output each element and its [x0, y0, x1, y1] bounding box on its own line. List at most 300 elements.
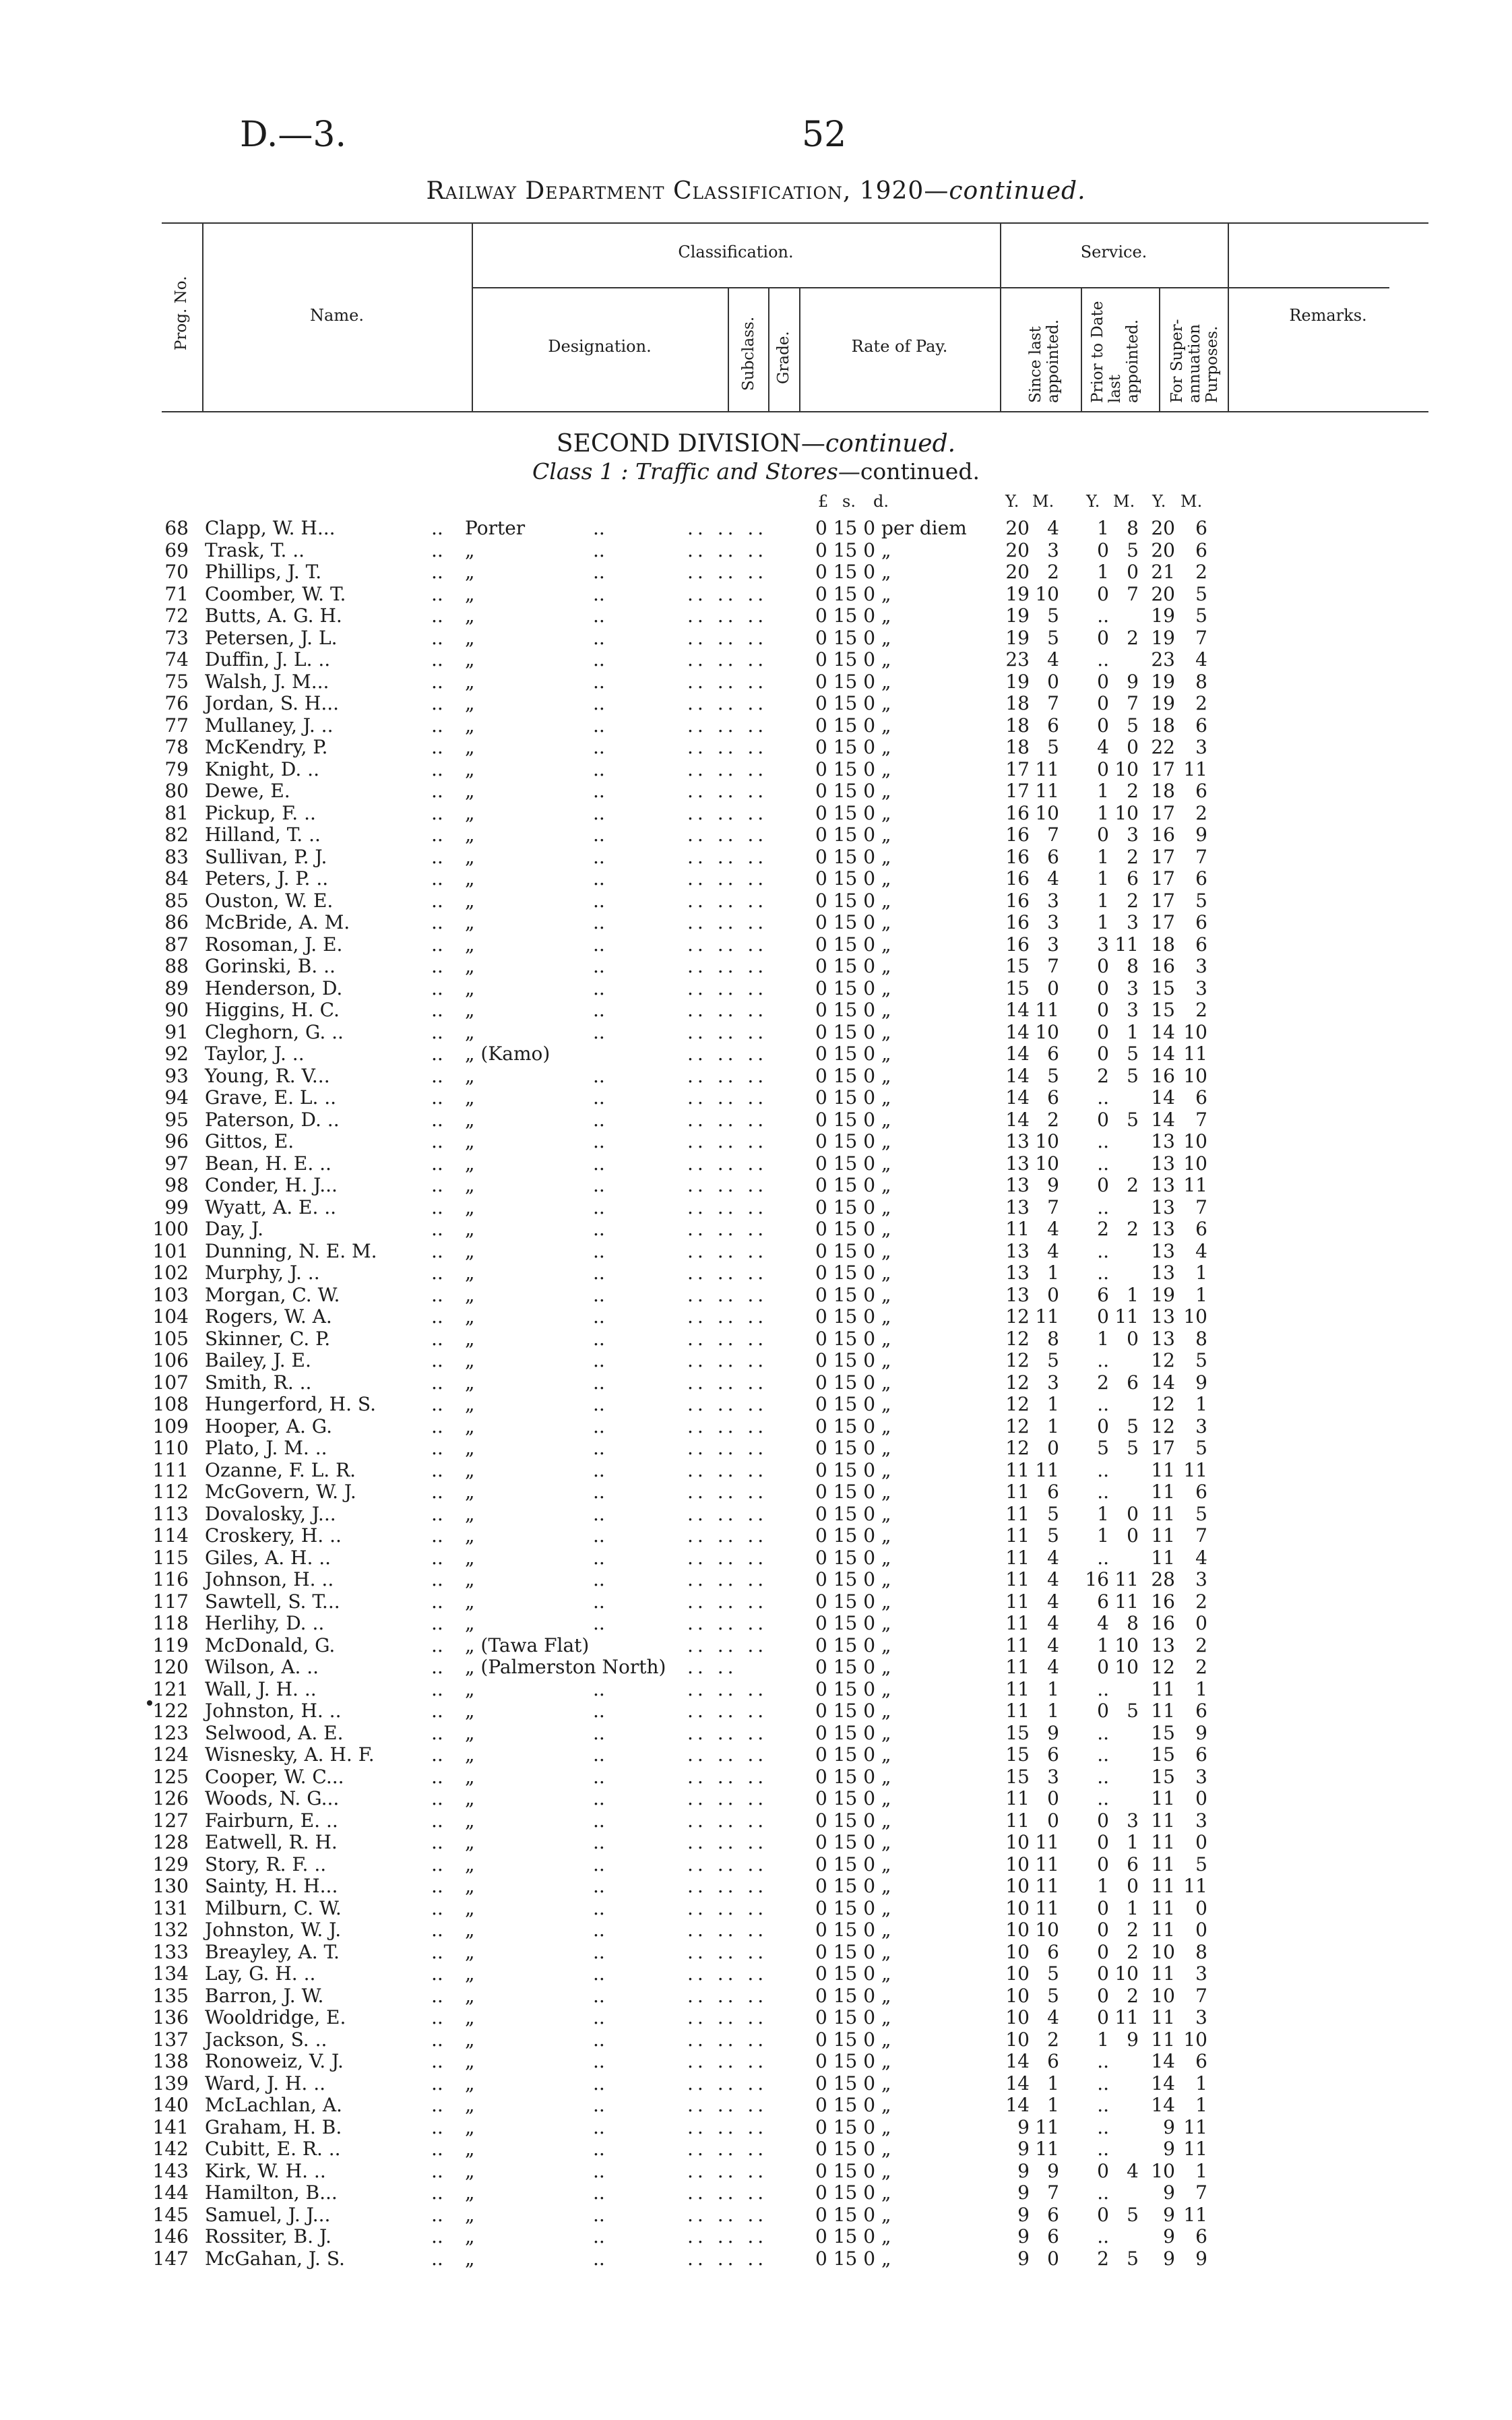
prior-months: 6	[1127, 1371, 1139, 1394]
super-months: 11	[1183, 1174, 1207, 1196]
leader-dots: .. .. ..	[687, 1086, 768, 1109]
employee-name: Johnston, H. ..	[205, 1700, 342, 1722]
leader-dots: ..	[431, 604, 443, 627]
leader-dots: ..	[431, 1677, 443, 1700]
leader-dots: .. .. ..	[687, 1590, 768, 1613]
leader-dots: ..	[593, 1174, 605, 1196]
employee-name: Ronoweiz, V. J.	[205, 2050, 344, 2072]
super-months: 0	[1195, 1831, 1207, 1853]
super-years: 17	[1151, 911, 1175, 933]
designation: „	[465, 561, 475, 583]
leader-dots: .. .. ..	[687, 1152, 768, 1175]
rate-of-pay: 0 15 0 „	[815, 561, 891, 583]
super-years: 11	[1151, 1524, 1175, 1547]
since-years: 9	[1017, 2203, 1030, 2226]
leader-dots: ..	[593, 2094, 605, 2116]
super-months: 0	[1195, 1787, 1207, 1809]
leader-dots: .. .. ..	[687, 1458, 768, 1481]
super-months: 7	[1195, 1108, 1207, 1131]
since-years: 10	[1005, 1853, 1030, 1875]
leader-dots: ..	[431, 2181, 443, 2204]
employee-name: Petersen, J. L.	[205, 626, 338, 649]
rate-of-pay: 0 15 0 „	[815, 1787, 891, 1809]
since-months: 0	[1047, 2247, 1059, 2270]
designation: „	[465, 1349, 475, 1371]
rate-of-pay: 0 15 0 „	[815, 692, 891, 714]
prog-number: 135	[152, 1984, 189, 2007]
table-row	[0, 1613, 1512, 1635]
prior-years: 0	[1097, 976, 1109, 999]
header-name: Name.	[310, 306, 364, 325]
leader-dots: ..	[431, 955, 443, 977]
leader-dots: ..	[593, 626, 605, 649]
since-months: 6	[1047, 714, 1059, 737]
prior-months: 6	[1127, 1853, 1139, 1875]
since-months: 5	[1047, 1962, 1059, 1985]
super-months: 10	[1183, 1064, 1207, 1087]
designation: „	[465, 648, 475, 671]
prog-number: 77	[164, 714, 189, 737]
super-months: 1	[1195, 1283, 1207, 1306]
prior-months: 1	[1127, 1020, 1139, 1043]
prior-months: 5	[1127, 2247, 1139, 2270]
rate-of-pay: 0 15 0 „	[815, 1524, 891, 1547]
leader-dots: ..	[431, 1437, 443, 1459]
since-months: 11	[1035, 1831, 1059, 1853]
table-row	[0, 1898, 1512, 1920]
since-months: 11	[1035, 999, 1059, 1021]
since-years: 13	[1005, 1130, 1030, 1152]
leader-dots: .. .. ..	[687, 714, 768, 737]
prior-years: 0	[1097, 955, 1109, 977]
super-years: 11	[1151, 1962, 1175, 1985]
table-row	[0, 1591, 1512, 1613]
since-years: 15	[1005, 1765, 1030, 1788]
table-row	[0, 1087, 1512, 1109]
since-years: 11	[1005, 1458, 1030, 1481]
leader-dots: ..	[431, 2225, 443, 2247]
prior-years: 1	[1097, 1327, 1109, 1350]
super-months: 6	[1195, 933, 1207, 956]
leader-dots: ..	[431, 911, 443, 933]
designation: „	[465, 845, 475, 868]
leader-dots: ..	[593, 1305, 605, 1328]
prior-months: 11	[1114, 2006, 1139, 2028]
table-row	[0, 1065, 1512, 1088]
since-months: 4	[1047, 1612, 1059, 1634]
designation: „	[465, 1962, 475, 1985]
employee-name: Taylor, J. ..	[205, 1043, 305, 1065]
rate-of-pay: 0 15 0 „	[815, 714, 891, 737]
leader-dots: .. .. ..	[687, 1108, 768, 1131]
since-years: 19	[1005, 604, 1030, 627]
prior-months: 3	[1127, 911, 1139, 933]
super-years: 14	[1151, 1108, 1175, 1131]
prior-years: 1	[1097, 1634, 1109, 1656]
rate-of-pay: 0 15 0 „	[815, 780, 891, 802]
rate-of-pay: 0 15 0 „	[815, 2006, 891, 2028]
super-months: 3	[1195, 1765, 1207, 1788]
prior-years: 0	[1097, 2006, 1109, 2028]
leader-dots: ..	[593, 2181, 605, 2204]
employee-name: Ozanne, F. L. R.	[205, 1458, 356, 1481]
prior-months: 8	[1127, 955, 1139, 977]
designation: „	[465, 1896, 475, 1919]
designation: „	[465, 2028, 475, 2051]
leader-dots: .. .. ..	[687, 1043, 768, 1065]
prog-number: 137	[152, 2028, 189, 2051]
unit-prior-m: M.	[1113, 492, 1135, 511]
designation: „	[465, 1984, 475, 2007]
super-years: 20	[1151, 582, 1175, 605]
since-months: 1	[1047, 1677, 1059, 1700]
super-months: 11	[1183, 2138, 1207, 2160]
since-years: 13	[1005, 1283, 1030, 1306]
leader-dots: ..	[593, 1064, 605, 1087]
since-years: 23	[1005, 648, 1030, 671]
employee-name: Wooldridge, E.	[205, 2006, 346, 2028]
designation: „	[465, 1590, 475, 1613]
leader-dots: ..	[593, 1590, 605, 1613]
super-years: 17	[1151, 889, 1175, 912]
super-months: 11	[1183, 1875, 1207, 1897]
table-row	[0, 584, 1512, 606]
employee-name: Rossiter, B. J.	[205, 2225, 332, 2247]
leader-dots: ..	[593, 2028, 605, 2051]
prog-number: 92	[164, 1043, 189, 1065]
leader-dots: ..	[431, 1612, 443, 1634]
leader-dots: ..	[593, 824, 605, 846]
leader-dots: ..	[593, 801, 605, 824]
prog-number: 105	[152, 1327, 189, 1350]
designation: „	[465, 1743, 475, 1766]
leader-dots: ..	[431, 2247, 443, 2270]
employee-name: Higgins, H. C.	[205, 999, 340, 1021]
since-years: 20	[1005, 538, 1030, 561]
super-years: 15	[1151, 1721, 1175, 1744]
prog-number: 136	[152, 2006, 189, 2028]
designation: „	[465, 933, 475, 956]
super-years: 16	[1151, 1612, 1175, 1634]
header-grade: Grade.	[775, 331, 792, 384]
designation: „	[465, 1677, 475, 1700]
super-months: 3	[1195, 736, 1207, 758]
since-years: 11	[1005, 1218, 1030, 1240]
employee-name: Murphy, J. ..	[205, 1262, 320, 1284]
prog-number: 133	[152, 1940, 189, 1963]
since-months: 7	[1047, 955, 1059, 977]
leader-dots: ..	[431, 1809, 443, 1832]
super-years: 12	[1151, 1349, 1175, 1371]
super-months: 11	[1183, 757, 1207, 780]
leader-dots: ..	[431, 2072, 443, 2095]
table-row	[0, 649, 1512, 671]
prior-months: 0	[1127, 561, 1139, 583]
super-years: 19	[1151, 1283, 1175, 1306]
leader-dots: ..	[431, 1283, 443, 1306]
prior-months: 11	[1114, 1305, 1139, 1328]
prog-number: 76	[164, 692, 189, 714]
leader-dots: .. .. ..	[687, 1327, 768, 1350]
leader-dots: ..	[431, 670, 443, 693]
super-years: 20	[1151, 517, 1175, 539]
super-years: 19	[1151, 604, 1175, 627]
table-row	[0, 912, 1512, 934]
division-name: SECOND DIVISION—	[556, 430, 825, 458]
leader-dots: ..	[593, 1765, 605, 1788]
prog-number: 87	[164, 933, 189, 956]
prior-months: 11	[1114, 1590, 1139, 1613]
leader-dots: .. .. ..	[687, 1262, 768, 1284]
leader-dots: ..	[593, 1415, 605, 1437]
since-months: 1	[1047, 2072, 1059, 2095]
rate-of-pay: 0 15 0 „	[815, 1174, 891, 1196]
rate-of-pay: 0 15 0 „	[815, 1677, 891, 1700]
prog-number: 101	[152, 1239, 189, 1262]
super-months: 5	[1195, 1437, 1207, 1459]
leader-dots: ..	[593, 1787, 605, 1809]
prior-years: 0	[1097, 1174, 1109, 1196]
prior-years: 0	[1097, 670, 1109, 693]
rate-of-pay: 0 15 0 „	[815, 1108, 891, 1131]
employee-name: Knight, D. ..	[205, 757, 319, 780]
since-months: 2	[1047, 1108, 1059, 1131]
since-months: 7	[1047, 824, 1059, 846]
leader-dots: .. .. ..	[687, 517, 768, 539]
since-years: 11	[1005, 1700, 1030, 1722]
leader-dots: ..	[593, 1721, 605, 1744]
table-row	[0, 1350, 1512, 1372]
prior-years: 0	[1097, 1853, 1109, 1875]
prior-years: 0	[1097, 1919, 1109, 1941]
leader-dots: ..	[593, 1437, 605, 1459]
super-months: 3	[1195, 1415, 1207, 1437]
rate-of-pay: 0 15 0 „	[815, 2203, 891, 2226]
table-row	[0, 2138, 1512, 2161]
leader-dots: ..	[593, 1327, 605, 1350]
since-years: 15	[1005, 976, 1030, 999]
super-months: 3	[1195, 955, 1207, 977]
rate-of-pay: 0 15 0 „	[815, 1896, 891, 1919]
table-row	[0, 1854, 1512, 1876]
super-months: 4	[1195, 1546, 1207, 1569]
prog-number: 140	[152, 2094, 189, 2116]
rate-of-pay: 0 15 0 „	[815, 2181, 891, 2204]
prior-years: ..	[1097, 1787, 1109, 1809]
super-months: 7	[1195, 2181, 1207, 2204]
leader-dots: ..	[431, 1787, 443, 1809]
prior-months: 0	[1127, 736, 1139, 758]
designation: „	[465, 1239, 475, 1262]
table-header	[162, 222, 1428, 412]
leader-dots: .. .. ..	[687, 1809, 768, 1832]
leader-dots: ..	[593, 1568, 605, 1590]
rate-of-pay: 0 15 0 „	[815, 1634, 891, 1656]
prior-months: 5	[1127, 1064, 1139, 1087]
prog-number: 119	[152, 1634, 189, 1656]
prior-years: ..	[1097, 1349, 1109, 1371]
designation: „	[465, 867, 475, 890]
designation: „	[465, 889, 475, 912]
leader-dots: .. .. ..	[687, 801, 768, 824]
prog-number: 129	[152, 1853, 189, 1875]
page-number: 52	[802, 115, 847, 155]
designation: „	[465, 1612, 475, 1634]
rate-of-pay: 0 15 0 „	[815, 1437, 891, 1459]
leader-dots: .. .. ..	[687, 1568, 768, 1590]
header-divider	[1159, 287, 1160, 412]
prog-number: 99	[164, 1196, 189, 1218]
designation: „	[465, 1524, 475, 1547]
leader-dots: ..	[431, 1743, 443, 1766]
prog-number: 100	[152, 1218, 189, 1240]
table-row	[0, 2051, 1512, 2073]
prog-number: 110	[152, 1437, 189, 1459]
prior-years: 1	[1097, 1875, 1109, 1897]
designation: „	[465, 801, 475, 824]
rate-of-pay: 0 15 0 „	[815, 976, 891, 999]
prior-months: 5	[1127, 1415, 1139, 1437]
title-main: Railway Department Classification, 1920—	[426, 177, 949, 205]
since-months: 4	[1047, 1218, 1059, 1240]
leader-dots: ..	[593, 999, 605, 1021]
prior-years: 1	[1097, 2028, 1109, 2051]
prior-months: 9	[1127, 2028, 1139, 2051]
leader-dots: ..	[593, 1809, 605, 1832]
since-years: 18	[1005, 714, 1030, 737]
employee-name: Wilson, A. ..	[205, 1656, 319, 1678]
rate-of-pay: 0 15 0 „	[815, 867, 891, 890]
super-years: 16	[1151, 1590, 1175, 1613]
super-months: 6	[1195, 2050, 1207, 2072]
leader-dots: ..	[431, 889, 443, 912]
rate-of-pay: 0 15 0 „	[815, 889, 891, 912]
leader-dots: .. .. ..	[687, 1896, 768, 1919]
since-months: 0	[1047, 670, 1059, 693]
prior-months: 2	[1127, 1940, 1139, 1963]
super-years: 11	[1151, 2006, 1175, 2028]
super-months: 2	[1195, 999, 1207, 1021]
prog-number: 123	[152, 1721, 189, 1744]
leader-dots: ..	[431, 1853, 443, 1875]
leader-dots: .. .. ..	[687, 955, 768, 977]
leader-dots: ..	[593, 1962, 605, 1985]
prog-number: 79	[164, 757, 189, 780]
employee-name: Morgan, C. W.	[205, 1283, 340, 1306]
super-years: 11	[1151, 1809, 1175, 1832]
designation: „	[465, 1809, 475, 1832]
leader-dots: ..	[431, 1130, 443, 1152]
employee-name: Pickup, F. ..	[205, 801, 316, 824]
super-months: 6	[1195, 1481, 1207, 1503]
table-row	[0, 1372, 1512, 1394]
designation: „	[465, 1262, 475, 1284]
leader-dots: .. .. ..	[687, 1349, 768, 1371]
super-years: 18	[1151, 780, 1175, 802]
prog-number: 142	[152, 2138, 189, 2160]
since-years: 11	[1005, 1677, 1030, 1700]
employee-name: McGahan, J. S.	[205, 2247, 345, 2270]
prior-months: 3	[1127, 824, 1139, 846]
since-years: 16	[1005, 867, 1030, 890]
leader-dots: ..	[593, 1130, 605, 1152]
leader-dots: .. .. ..	[687, 1502, 768, 1525]
class-heading	[0, 458, 1512, 485]
table-row	[0, 999, 1512, 1022]
rate-of-pay: 0 15 0 per diem	[815, 517, 967, 539]
super-years: 13	[1151, 1152, 1175, 1175]
prior-months: 2	[1127, 1984, 1139, 2007]
leader-dots: .. .. ..	[687, 1721, 768, 1744]
prior-years: 0	[1097, 1809, 1109, 1832]
since-months: 4	[1047, 1568, 1059, 1590]
division-suffix: continued.	[825, 430, 956, 458]
leader-dots: ..	[431, 582, 443, 605]
leader-dots: ..	[593, 1875, 605, 1897]
table-row	[0, 1043, 1512, 1065]
since-years: 17	[1005, 757, 1030, 780]
leader-dots: ..	[593, 1349, 605, 1371]
designation: „	[465, 1327, 475, 1350]
designation: „	[465, 582, 475, 605]
prior-months: 5	[1127, 1437, 1139, 1459]
since-years: 13	[1005, 1239, 1030, 1262]
table-row	[0, 1503, 1512, 1526]
since-years: 19	[1005, 626, 1030, 649]
leader-dots: ..	[593, 976, 605, 999]
super-months: 7	[1195, 1524, 1207, 1547]
designation: „	[465, 626, 475, 649]
leader-dots: ..	[431, 1415, 443, 1437]
super-months: 7	[1195, 845, 1207, 868]
leader-dots: ..	[431, 2159, 443, 2182]
since-years: 14	[1005, 1108, 1030, 1131]
leader-dots: ..	[431, 845, 443, 868]
rate-of-pay: 0 15 0 „	[815, 2247, 891, 2270]
unit-shilling: s.	[842, 492, 856, 511]
employee-name: Clapp, W. H...	[205, 517, 336, 539]
employee-name: Young, R. V...	[205, 1064, 330, 1087]
super-months: 2	[1195, 801, 1207, 824]
leader-dots: .. .. ..	[687, 1875, 768, 1897]
leader-dots: ..	[431, 867, 443, 890]
leader-dots: ..	[593, 1481, 605, 1503]
designation: „	[465, 604, 475, 627]
prior-years: ..	[1097, 1458, 1109, 1481]
header-classification: Classification.	[678, 243, 794, 261]
prior-years: 0	[1097, 1415, 1109, 1437]
super-years: 11	[1151, 1853, 1175, 1875]
since-years: 10	[1005, 1875, 1030, 1897]
super-years: 17	[1151, 801, 1175, 824]
rate-of-pay: 0 15 0 „	[815, 1152, 891, 1175]
since-months: 11	[1035, 1896, 1059, 1919]
since-years: 9	[1017, 2159, 1030, 2182]
table-row	[0, 1437, 1512, 1460]
prior-months: 8	[1127, 517, 1139, 539]
rate-of-pay: 0 15 0 „	[815, 2028, 891, 2051]
since-months: 3	[1047, 933, 1059, 956]
super-months: 7	[1195, 626, 1207, 649]
table-row	[0, 627, 1512, 650]
since-months: 5	[1047, 1349, 1059, 1371]
designation: „	[465, 1283, 475, 1306]
leader-dots: ..	[593, 757, 605, 780]
prior-years: ..	[1097, 1239, 1109, 1262]
designation: „	[465, 1853, 475, 1875]
since-months: 6	[1047, 2225, 1059, 2247]
header-rate-of-pay: Rate of Pay.	[851, 337, 948, 356]
